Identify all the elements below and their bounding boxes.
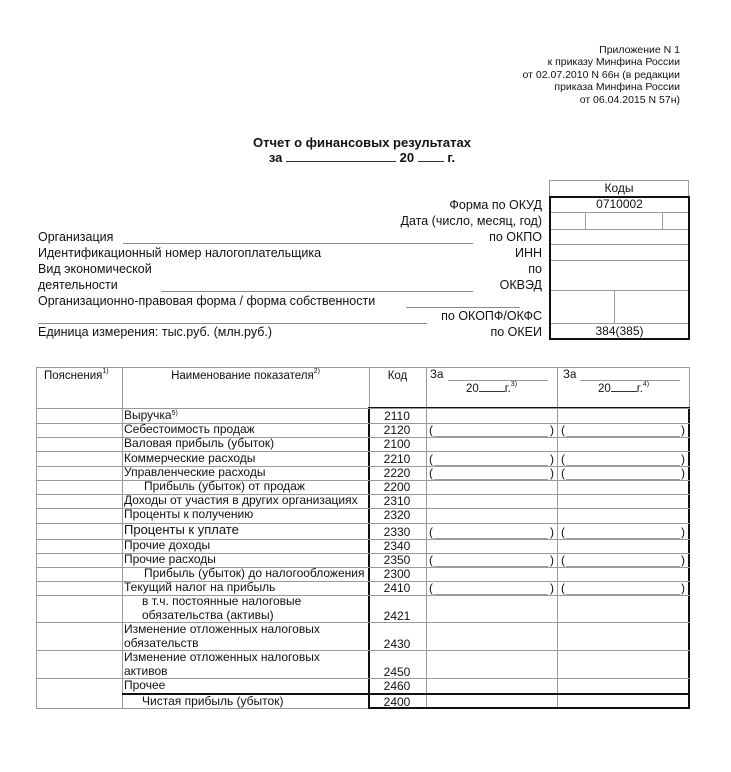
paren-open: (	[561, 466, 565, 480]
value-input-period2[interactable]	[566, 465, 680, 466]
period2-field[interactable]	[580, 380, 680, 381]
value-input-period1[interactable]	[434, 594, 548, 595]
appendix-note-line: к приказу Минфина России	[547, 56, 680, 69]
paren-open: (	[429, 452, 433, 466]
paren-open: (	[561, 581, 565, 595]
table-border	[36, 367, 37, 708]
appendix-note-line: приказа Минфина России	[554, 81, 680, 94]
row-divider	[36, 480, 690, 481]
legal-form-field[interactable]	[38, 311, 427, 324]
okud-label: Форма по ОКУД	[449, 198, 542, 212]
table-row-code: 2421	[383, 609, 411, 623]
table-border	[36, 367, 690, 368]
period2-header-prefix: За	[563, 369, 577, 381]
table-row-code: 2330	[383, 525, 411, 539]
table-row-name: Проценты к получению	[124, 507, 254, 521]
table-row-code: 2110	[384, 409, 410, 423]
row-label: Выручка	[124, 408, 172, 422]
notes-header	[44, 370, 109, 382]
table-row-name: Прочие доходы	[124, 538, 211, 552]
period2-year-prefix: 20	[598, 383, 611, 395]
organization-field[interactable]	[123, 231, 473, 244]
table-row-name: обязательств	[124, 636, 199, 650]
table-row-name: Текущий налог на прибыль	[124, 580, 276, 594]
footnote-marker: 3)	[510, 381, 518, 388]
paren-close: )	[681, 452, 685, 466]
table-row-code: 2340	[383, 539, 411, 553]
period-year-input[interactable]	[418, 160, 444, 162]
table-row-code: 2300	[383, 567, 411, 581]
activity-field[interactable]	[161, 279, 473, 292]
table-row-name: Прочие расходы	[124, 552, 216, 566]
paren-open: (	[429, 553, 433, 567]
paren-open: (	[561, 553, 565, 567]
table-row-name: Прочее	[124, 678, 166, 692]
activity-label-2: деятельности	[38, 278, 118, 292]
table-border	[122, 367, 123, 708]
period2-year-field[interactable]	[611, 390, 637, 392]
table-row-code: 2310	[383, 494, 411, 508]
organization-label: Организация	[38, 230, 114, 244]
value-input-period1[interactable]	[434, 436, 548, 437]
table-row-code: 2400	[383, 695, 411, 709]
table-row-code: 2450	[383, 665, 411, 679]
table-row-code: 2430	[383, 637, 411, 651]
notes-header-text: Пояснения	[44, 370, 103, 382]
period2-year-suffix: г.	[636, 383, 643, 395]
date-day-field[interactable]	[551, 213, 585, 228]
value-input-period1[interactable]	[434, 538, 548, 539]
table-row-code: 2320	[383, 508, 411, 522]
appendix-note-line: от 02.07.2010 N 66н (в редакции	[522, 68, 680, 81]
value-input-period2[interactable]	[566, 436, 680, 437]
table-row-name: Коммерческие расходы	[124, 451, 256, 465]
okopf-label: по ОКОПФ/ОКФС	[441, 309, 542, 323]
paren-close: )	[550, 423, 554, 437]
okopf-field[interactable]	[551, 291, 614, 323]
paren-close: )	[681, 423, 685, 437]
table-row-name: Доходы от участия в других организациях	[124, 493, 358, 507]
taxpayer-id-label: Идентификационный номер налогоплательщика	[38, 246, 322, 260]
table-row-code: 2350	[383, 553, 411, 567]
value-input-period1[interactable]	[434, 479, 548, 480]
okved-field[interactable]	[551, 261, 688, 290]
appendix-note	[523, 44, 680, 106]
date-year-field[interactable]	[663, 213, 688, 228]
period1-year-suffix: г.	[504, 383, 511, 395]
name-header-text: Наименование показателя	[171, 370, 314, 382]
table-row-name: Проценты к уплате	[124, 522, 239, 537]
okei-label: по ОКЕИ	[490, 325, 542, 339]
table-row-name: Чистая прибыль (убыток)	[142, 694, 284, 708]
paren-open: (	[429, 466, 433, 480]
table-row-code: 2200	[383, 480, 411, 494]
period1-header-year	[466, 383, 517, 395]
table-row-name: активов	[124, 664, 168, 678]
okpo-label: по ОКПО	[489, 230, 542, 244]
codes-header-cell	[549, 180, 689, 197]
okved-label-1: по	[528, 262, 542, 276]
report-period	[0, 150, 724, 165]
table-row-name	[124, 409, 178, 423]
period-year-prefix: 20	[399, 150, 415, 165]
unit-label: Единица измерения: тыс.руб. (млн.руб.)	[38, 325, 273, 339]
table-row-code: 2220	[383, 466, 411, 480]
date-label: Дата (число, месяц, год)	[400, 214, 542, 228]
paren-close: )	[681, 466, 685, 480]
table-row-name: Валовая прибыль (убыток)	[124, 436, 275, 450]
paren-close: )	[550, 466, 554, 480]
period-year-suffix: г.	[447, 150, 456, 165]
paren-close: )	[550, 553, 554, 567]
paren-close: )	[550, 525, 554, 539]
period-input[interactable]	[286, 160, 396, 162]
period-prefix: за	[268, 150, 283, 165]
value-input-period2[interactable]	[566, 538, 680, 539]
value-input-period1[interactable]	[434, 566, 548, 567]
name-header	[122, 370, 369, 382]
period1-year-field[interactable]	[479, 390, 505, 392]
table-border	[689, 367, 690, 408]
table-row-code: 2120	[383, 423, 411, 437]
table-row-name: обязательства (активы)	[142, 608, 274, 622]
table-row-name: Себестоимость продаж	[124, 422, 255, 436]
inn-code-field[interactable]	[551, 245, 688, 260]
paren-open: (	[429, 525, 433, 539]
paren-open: (	[429, 581, 433, 595]
okpo-field[interactable]	[551, 230, 688, 244]
footnote-marker: 5)	[171, 410, 178, 417]
table-row-name: в т.ч. постоянные налоговые	[142, 594, 302, 608]
footnote-marker: 1)	[102, 368, 109, 375]
date-month-field[interactable]	[586, 213, 662, 228]
codes-header: Коды	[604, 181, 634, 195]
paren-close: )	[681, 581, 685, 595]
okud-code[interactable]: 0710002	[596, 197, 643, 211]
table-row-name: Прибыль (убыток) до налогообложения	[144, 566, 365, 580]
table-row-name: Управленческие расходы	[124, 465, 266, 479]
period1-header-prefix: За	[430, 369, 444, 381]
footnote-marker: 4)	[642, 381, 650, 388]
paren-open: (	[561, 452, 565, 466]
table-row-code: 2210	[383, 452, 411, 466]
legal-form-field-top[interactable]	[406, 295, 520, 308]
value-input-period2[interactable]	[566, 479, 680, 480]
table-row-name: Изменение отложенных налоговых	[124, 622, 320, 636]
legal-form-label: Организационно-правовая форма / форма собственности	[38, 294, 376, 308]
value-input-period2[interactable]	[566, 566, 680, 567]
paren-close: )	[550, 452, 554, 466]
okei-code[interactable]: 384(385)	[595, 324, 644, 338]
period2-header-year	[598, 383, 649, 395]
inn-code-label: ИНН	[514, 246, 542, 260]
value-input-period1[interactable]	[434, 465, 548, 466]
paren-open: (	[561, 423, 565, 437]
row-divider	[36, 595, 690, 596]
appendix-note-line: от 06.04.2015 N 57н)	[579, 93, 680, 106]
paren-open: (	[561, 525, 565, 539]
activity-label-1: Вид экономической	[38, 262, 152, 276]
period1-field[interactable]	[448, 380, 548, 381]
footnote-marker: 2)	[313, 368, 320, 375]
okfs-field[interactable]	[615, 291, 688, 323]
code-header: Код	[387, 370, 408, 382]
value-input-period2[interactable]	[566, 594, 680, 595]
report-title: Отчет о финансовых результатах	[253, 135, 471, 150]
table-row-name: Прибыль (убыток) от продаж	[144, 479, 305, 493]
paren-close: )	[681, 553, 685, 567]
paren-open: (	[429, 423, 433, 437]
appendix-note-line: Приложение N 1	[599, 44, 680, 56]
paren-close: )	[681, 525, 685, 539]
table-row-code: 2410	[383, 581, 411, 595]
okved-label-2: ОКВЭД	[499, 278, 542, 292]
period1-year-prefix: 20	[466, 383, 479, 395]
table-row-code: 2460	[383, 679, 411, 693]
table-row-code: 2100	[383, 437, 411, 451]
table-row-name: Изменение отложенных налоговых	[124, 650, 320, 664]
paren-close: )	[550, 581, 554, 595]
